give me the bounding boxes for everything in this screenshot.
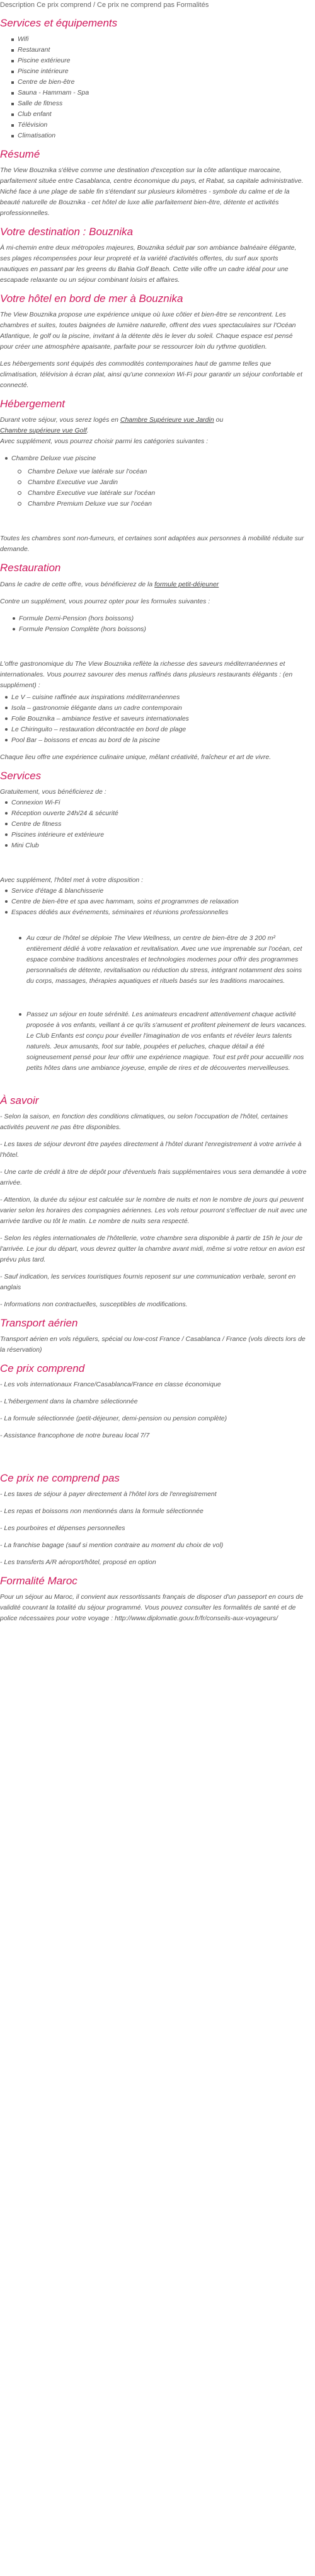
list-item: Le V – cuisine raffinée aux inspirations méditerranéennes xyxy=(0,692,307,703)
formalite-title: Formalité Maroc xyxy=(0,1575,77,1587)
hebergement-main-list xyxy=(0,453,307,464)
comprend-item: - L'hébergement dans la chambre sélectionnée xyxy=(0,1397,138,1405)
ne-comprend-item: - Les taxes de séjour à payer directement à l'hôtel lors de l'enregistrement xyxy=(0,1490,217,1499)
wellness-text: Au cœur de l'hôtel se déploie The View Wellness, un centre de bien-être de 3 200 m² entièrement dédié à votre relaxation et revitalisation. Avec une vue imprenable sur l'océan, cet espace combine traditions ancestrales et technologies modernes pour offrir des programmes personnalisés de détente, revitalisation ou réduction du stress, intégrant notamment des soins du corps, massages, thérapies aquatiques et rituels basés sur les traditions marocaines. xyxy=(0,933,307,987)
list-item: Réception ouverte 24h/24 & sécurité xyxy=(0,808,307,819)
resume-title: Résumé xyxy=(0,148,40,161)
list-item: Isola – gastronomie élégante dans un cadre contemporain xyxy=(0,703,307,714)
ne-comprend-item: - Les repas et boissons non mentionnés dans la formule sélectionnée xyxy=(0,1507,203,1516)
animation-text: Passez un séjour en toute sérénité. Les animateurs encadrent attentivement chaque activité proposée à vos enfants, veillant à ce qu'ils s'amusent et profitent pleinement de leurs vacances. Le Club Enfants est conçu pour éveiller l'imagination de vos enfants et révéler leurs talents naturels. Jeux amusants, foot sur table, poupées et peluches, chaque détail a été soigneusement pensé pour leur offrir une expérience magique. Tout est prêt pour accueillir nos petits hôtes dans une ambiance joyeuse, emplie de rires et de découvertes merveilleuses. xyxy=(0,1009,307,1074)
a-savoir-title: À savoir xyxy=(0,1094,39,1106)
hotel-paragraph-1: The View Bouznika propose une expérience unique où luxe côtier et bien-être se rencontrent. Les chambres et suites, toutes baignées de lumière naturelle, offrent des vues spectaculaires sur l'Océan Atlantique, le golf ou la piscine, invitant à la détente dès le lever du soleil. Chaque espace est pensé pour créer une atmosphère apaisante, parfaite pour se ressourcer loin du rythme quotidien. xyxy=(0,311,296,351)
comprend-item: - Assistance francophone de notre bureau local 7/7 xyxy=(0,1431,150,1439)
destination-text: À mi-chemin entre deux métropoles majeures, Bouznika séduit par son ambiance balnéaire élégante, ses plages récompensées pour leur propreté et la variété d'activités offertes, du surf aux sports nautiques en passant par les greens du Bahia Golf Beach. Cette ville offre un cadre idéal pour une escapade relaxante ou un séjour combinant loisirs et affaires. xyxy=(0,244,297,284)
chambre-jardin-link[interactable]: Chambre Supérieure vue Jardin xyxy=(120,416,214,424)
restaurants-list xyxy=(0,692,307,746)
restauration-p1 xyxy=(0,579,307,590)
comprend-item: - Les vols internationaux France/Casablanca/France en classe économique xyxy=(0,1380,221,1388)
ne-comprend-item: - Les transferts A/R aéroport/hôtel, proposé en option xyxy=(0,1558,156,1567)
list-item: Télévision xyxy=(0,120,307,131)
services-equipements-list xyxy=(0,34,307,141)
list-item: Folie Bouznika – ambiance festive et saveurs internationales xyxy=(0,714,307,724)
list-item: Chambre Deluxe vue latérale sur l'océan xyxy=(0,467,307,477)
savoir-item: - Attention, la durée du séjour est calculée sur le nombre de nuits et non le nombre de jours qui peuvent varier selon les horaires des compagnies aériennes. Les vols retour pourront s'effectuer de nuit avec une arrivée tardive ou tôt le matin. Le nombre de nuits sera respecté. xyxy=(0,1195,307,1225)
hebergement-note: Toutes les chambres sont non-fumeurs, et certaines sont adaptées aux personnes à mobilité réduite sur demande. xyxy=(0,535,304,554)
comprend-item: - La formule sélectionnée (petit-déjeuner, demi-pension ou pension complète) xyxy=(0,1414,227,1422)
list-item: Formule Pension Complète (hors boissons) xyxy=(8,624,307,635)
prix-ne-comprend-title: Ce prix ne comprend pas xyxy=(0,1471,120,1484)
list-item: Pool Bar – boissons et encas au bord de la piscine xyxy=(0,735,307,746)
restauration-formulas xyxy=(0,613,307,635)
transport-text: Transport aérien en vols réguliers, spécial ou low-cost France / Casablanca / France (vols directs lors de la réservation) xyxy=(0,1335,306,1354)
list-item: Centre de bien-être et spa avec hammam, soins et programmes de relaxation xyxy=(0,896,307,907)
chambre-golf-link[interactable]: Chambre supérieure vue Golf xyxy=(0,427,87,435)
list-item: Chambre Premium Deluxe vue sur l'océan xyxy=(0,499,307,509)
savoir-item: - Sauf indication, les services touristiques fournis reposent sur une communication verbale, seront en anglais xyxy=(0,1272,296,1291)
transport-title: Transport aérien xyxy=(0,1316,78,1329)
ne-comprend-item: - La franchise bagage (sauf si mention contraire au moment du choix de vol) xyxy=(0,1541,224,1550)
services-free-intro: Gratuitement, vous bénéficierez de : xyxy=(0,787,106,796)
restauration-title: Restauration xyxy=(0,562,61,574)
list-item: Centre de fitness xyxy=(0,819,307,830)
formalite-text: Pour un séjour au Maroc, il convient aux ressortissants français de disposer d'un passeport en cours de validité couvrant la totalité du séjour programmé. Vous pouvez consulter les formalités de santé et de police nécessaires pour votre voyage : http://www.diplomatie.gouv.fr/fr/conseils-aux-voyageurs/ xyxy=(0,1593,304,1623)
list-item: Climatisation xyxy=(0,131,307,141)
services-title: Services xyxy=(0,769,42,782)
prix-comprend-title: Ce prix comprend xyxy=(0,1362,85,1374)
hebergement-supplement-text: Avec supplément, vous pourrez choisir parmi les catégories suivantes : xyxy=(0,438,209,446)
restauration-p1-text: Dans le cadre de cette offre, vous bénéficierez de la xyxy=(0,580,155,588)
restauration-p4: Chaque lieu offre une expérience culinaire unique, mêlant créativité, fraîcheur et art de vivre. xyxy=(0,753,272,761)
list-item: Wifi xyxy=(0,34,307,45)
savoir-item: - Les taxes de séjour devront être payées directement à l'hôtel durant l'enregistrement à votre arrivée à l'hôtel. xyxy=(0,1140,302,1159)
services-free-list xyxy=(0,798,307,851)
list-item: Formule Demi-Pension (hors boissons) xyxy=(8,613,307,624)
list-item: Sauna - Hammam - Spa xyxy=(0,88,307,98)
savoir-item: - Selon la saison, en fonction des conditions climatiques, ou selon l'occupation de l'hôtel, certaines activités peuvent ne pas être disponibles. xyxy=(0,1112,288,1131)
restauration-p3: L'offre gastronomique du The View Bouznika reflète la richesse des saveurs méditerranéennes et internationales. Vous pourrez savourer des menus raffinés dans plusieurs restaurants élégants : (en supplément) : xyxy=(0,659,293,689)
list-item: Centre de bien-être xyxy=(0,77,307,88)
list-item: Chambre Deluxe vue piscine xyxy=(0,453,307,464)
list-item: Club enfant xyxy=(0,109,307,120)
list-item: Mini Club xyxy=(0,840,307,851)
list-item: Piscines intérieure et extérieure xyxy=(0,830,307,840)
list-item: Chambre Executive vue latérale sur l'océan xyxy=(0,488,307,499)
list-item: Piscine intérieure xyxy=(0,66,307,77)
destination-title: Votre destination : Bouznika xyxy=(0,226,134,238)
hotel-paragraph-2: Les hébergements sont équipés des commodités contemporaines haut de gamme telles que climatisation, télévision à écran plat, ainsi qu'une connexion Wi-Fi pour garantir un séjour confortable et connecté. xyxy=(0,360,302,390)
services-equipements-title: Services et équipements xyxy=(0,17,118,29)
list-item: Le Chiringuito – restauration décontractée en bord de plage xyxy=(0,724,307,735)
formule-petit-dejeuner-link[interactable]: formule petit-déjeuner xyxy=(154,580,219,588)
list-item: Restaurant xyxy=(0,45,307,55)
hebergement-intro-end: . xyxy=(86,427,89,435)
savoir-item: - Selon les règles internationales de l'hôtellerie, votre chambre sera disponible à partir de 15h le jour de l'arrivée. Le jour du départ, vous devrez quitter la chambre avant midi, même si votre retour en avion est prévu plus tard. xyxy=(0,1234,305,1263)
list-item: Connexion Wi-Fi xyxy=(0,798,307,808)
savoir-item: - Une carte de crédit à titre de dépôt pour d'éventuels frais supplémentaires vous sera demandée à votre arrivée. xyxy=(0,1168,307,1186)
hebergement-intro-or: ou xyxy=(214,416,224,424)
services-paid-intro: Avec supplément, l'hôtel met à votre disposition : xyxy=(0,876,144,884)
restauration-p2: Contre un supplément, vous pourrez opter pour les formules suivantes : xyxy=(0,597,210,605)
hebergement-intro xyxy=(0,415,307,447)
list-item: Espaces dédiés aux événements, séminaires et réunions professionnelles xyxy=(0,907,307,918)
hebergement-title: Hébergement xyxy=(0,398,66,410)
breadcrumb: Description Ce prix comprend / Ce prix ne comprend pas Formalités xyxy=(0,1,209,9)
hebergement-intro-text: Durant votre séjour, vous serez logés en xyxy=(0,416,120,424)
services-paid-list xyxy=(0,886,307,918)
savoir-item: - Informations non contractuelles, susceptibles de modifications. xyxy=(0,1300,188,1308)
ne-comprend-item: - Les pourboires et dépenses personnelles xyxy=(0,1524,125,1533)
list-item: Salle de fitness xyxy=(0,98,307,109)
list-item: Chambre Executive vue Jardin xyxy=(0,477,307,488)
list-item: Piscine extérieure xyxy=(0,55,307,66)
hotel-title: Votre hôtel en bord de mer à Bouznika xyxy=(0,293,183,305)
list-item: Service d'étage & blanchisserie xyxy=(0,886,307,896)
hebergement-sub-list xyxy=(0,467,307,509)
resume-text: The View Bouznika s'élève comme une destination d'exception sur la côte atlantique marocaine, parfaitement située entre Casablanca, centre économique du pays, et Rabat, sa capitale administrative. Niché face à une plage de sable fin s'étendant sur plusieurs kilomètres - symbole du calme et de la beauté naturelle de Bouznika - cet hôtel de luxe allie parfaitement bien-être, détente et activités professionnelles. xyxy=(0,166,304,218)
